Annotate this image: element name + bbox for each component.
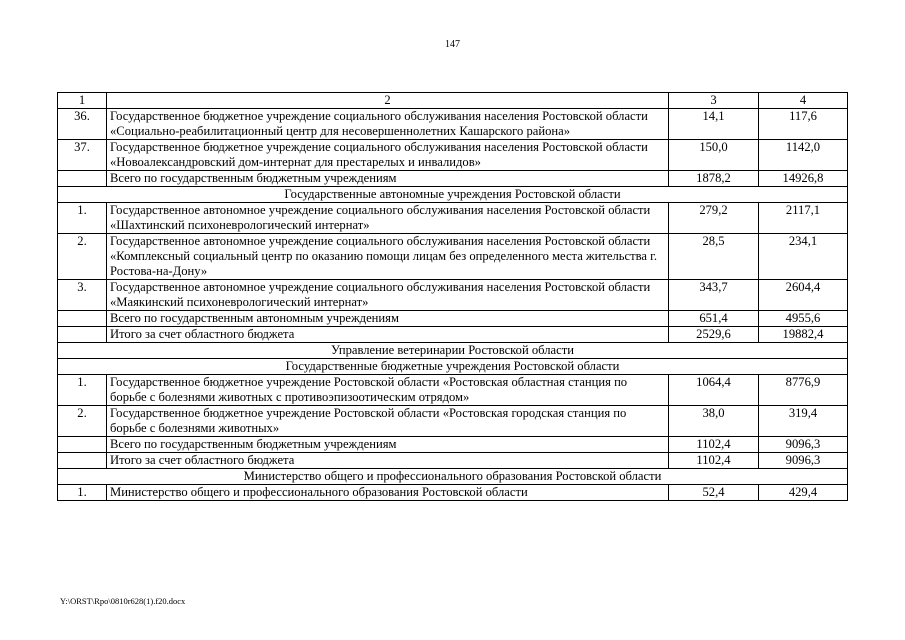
- row-number-cell: [58, 171, 107, 187]
- page-number: 147: [445, 39, 460, 50]
- section-header-row: [58, 343, 848, 359]
- value-col4-cell: 234,1: [759, 234, 848, 280]
- value-col3-cell: 14,1: [669, 109, 759, 140]
- institution-name-cell: Государственное бюджетное учреждение социального обслуживания населения Ростовской области «Новоалександровский дом-интернат для престарелых и инвалидов»: [107, 140, 669, 171]
- total-row: [58, 437, 848, 453]
- table-header-row: [58, 93, 848, 109]
- value-col3-cell: 651,4: [669, 311, 759, 327]
- footer-file-path: Y:\ORST\Rpo\0810r628(1).f20.docx: [60, 596, 186, 606]
- row-number-cell: 2.: [58, 406, 107, 437]
- budget-table: [57, 92, 848, 501]
- section-title: Министерство общего и профессионального образования Ростовской области: [58, 469, 848, 485]
- row-number-cell: 1.: [58, 203, 107, 234]
- value-col3-cell: 28,5: [669, 234, 759, 280]
- value-col4-cell: 19882,4: [759, 327, 848, 343]
- table-row: [58, 485, 848, 501]
- table-row: [58, 203, 848, 234]
- total-row: [58, 311, 848, 327]
- table-row: [58, 140, 848, 171]
- value-col3-cell: 1878,2: [669, 171, 759, 187]
- institution-name-cell: Государственное бюджетное учреждение социального обслуживания населения Ростовской области «Социально-реабилитационный центр для несовершеннолетних Кашарского района»: [107, 109, 669, 140]
- value-col3-cell: 1102,4: [669, 437, 759, 453]
- value-col3-cell: 1064,4: [669, 375, 759, 406]
- table-row: [58, 280, 848, 311]
- value-col4-cell: 1142,0: [759, 140, 848, 171]
- table-row: [58, 109, 848, 140]
- row-number-cell: [58, 437, 107, 453]
- table-row: [58, 375, 848, 406]
- section-header-row: [58, 359, 848, 375]
- value-col4-cell: 429,4: [759, 485, 848, 501]
- value-col4-cell: 14926,8: [759, 171, 848, 187]
- value-col3-cell: 1102,4: [669, 453, 759, 469]
- institution-name-cell: Государственное бюджетное учреждение Ростовской области «Ростовская городская станция по борьбе с болезнями животных»: [107, 406, 669, 437]
- table-body: [58, 93, 848, 501]
- section-title: Государственные автономные учреждения Ростовской области: [58, 187, 848, 203]
- institution-name-cell: Всего по государственным автономным учреждениям: [107, 311, 669, 327]
- value-col4-cell: 4955,6: [759, 311, 848, 327]
- institution-name-cell: Итого за счет областного бюджета: [107, 327, 669, 343]
- row-number-cell: 2.: [58, 234, 107, 280]
- value-col3-cell: 52,4: [669, 485, 759, 501]
- table-row: [58, 234, 848, 280]
- institution-name-cell: Министерство общего и профессионального образования Ростовской области: [107, 485, 669, 501]
- institution-name-cell: Всего по государственным бюджетным учреждениям: [107, 171, 669, 187]
- value-col3-cell: 279,2: [669, 203, 759, 234]
- value-col4-cell: 8776,9: [759, 375, 848, 406]
- value-col4-cell: 2117,1: [759, 203, 848, 234]
- total-row: [58, 171, 848, 187]
- institution-name-cell: Итого за счет областного бюджета: [107, 453, 669, 469]
- header-cell-2: 2: [107, 93, 669, 109]
- value-col4-cell: 9096,3: [759, 453, 848, 469]
- value-col4-cell: 2604,4: [759, 280, 848, 311]
- row-number-cell: [58, 311, 107, 327]
- section-header-row: [58, 469, 848, 485]
- row-number-cell: 1.: [58, 375, 107, 406]
- institution-name-cell: Государственное автономное учреждение социального обслуживания населения Ростовской области «Маякинский психоневрологический интернат»: [107, 280, 669, 311]
- header-cell-4: 4: [759, 93, 848, 109]
- value-col3-cell: 38,0: [669, 406, 759, 437]
- value-col4-cell: 9096,3: [759, 437, 848, 453]
- total-row: [58, 453, 848, 469]
- value-col4-cell: 117,6: [759, 109, 848, 140]
- table-row: [58, 406, 848, 437]
- header-cell-3: 3: [669, 93, 759, 109]
- row-number-cell: 1.: [58, 485, 107, 501]
- value-col4-cell: 319,4: [759, 406, 848, 437]
- row-number-cell: [58, 453, 107, 469]
- total-row: [58, 327, 848, 343]
- section-title: Государственные бюджетные учреждения Ростовской области: [58, 359, 848, 375]
- institution-name-cell: Государственное автономное учреждение социального обслуживания населения Ростовской области «Шахтинский психоневрологический интернат»: [107, 203, 669, 234]
- value-col3-cell: 2529,6: [669, 327, 759, 343]
- row-number-cell: [58, 327, 107, 343]
- section-title: Управление ветеринарии Ростовской области: [58, 343, 848, 359]
- institution-name-cell: Государственное бюджетное учреждение Ростовской области «Ростовская областная станция по борьбе с болезнями животных с противоэпизоотическим отрядом»: [107, 375, 669, 406]
- row-number-cell: 36.: [58, 109, 107, 140]
- row-number-cell: 37.: [58, 140, 107, 171]
- value-col3-cell: 150,0: [669, 140, 759, 171]
- value-col3-cell: 343,7: [669, 280, 759, 311]
- row-number-cell: 3.: [58, 280, 107, 311]
- header-cell-1: 1: [58, 93, 107, 109]
- institution-name-cell: Всего по государственным бюджетным учреждениям: [107, 437, 669, 453]
- institution-name-cell: Государственное автономное учреждение социального обслуживания населения Ростовской области «Комплексный социальный центр по оказанию помощи лицам без определенного места жительства г. Ростова-на-Дону»: [107, 234, 669, 280]
- section-header-row: [58, 187, 848, 203]
